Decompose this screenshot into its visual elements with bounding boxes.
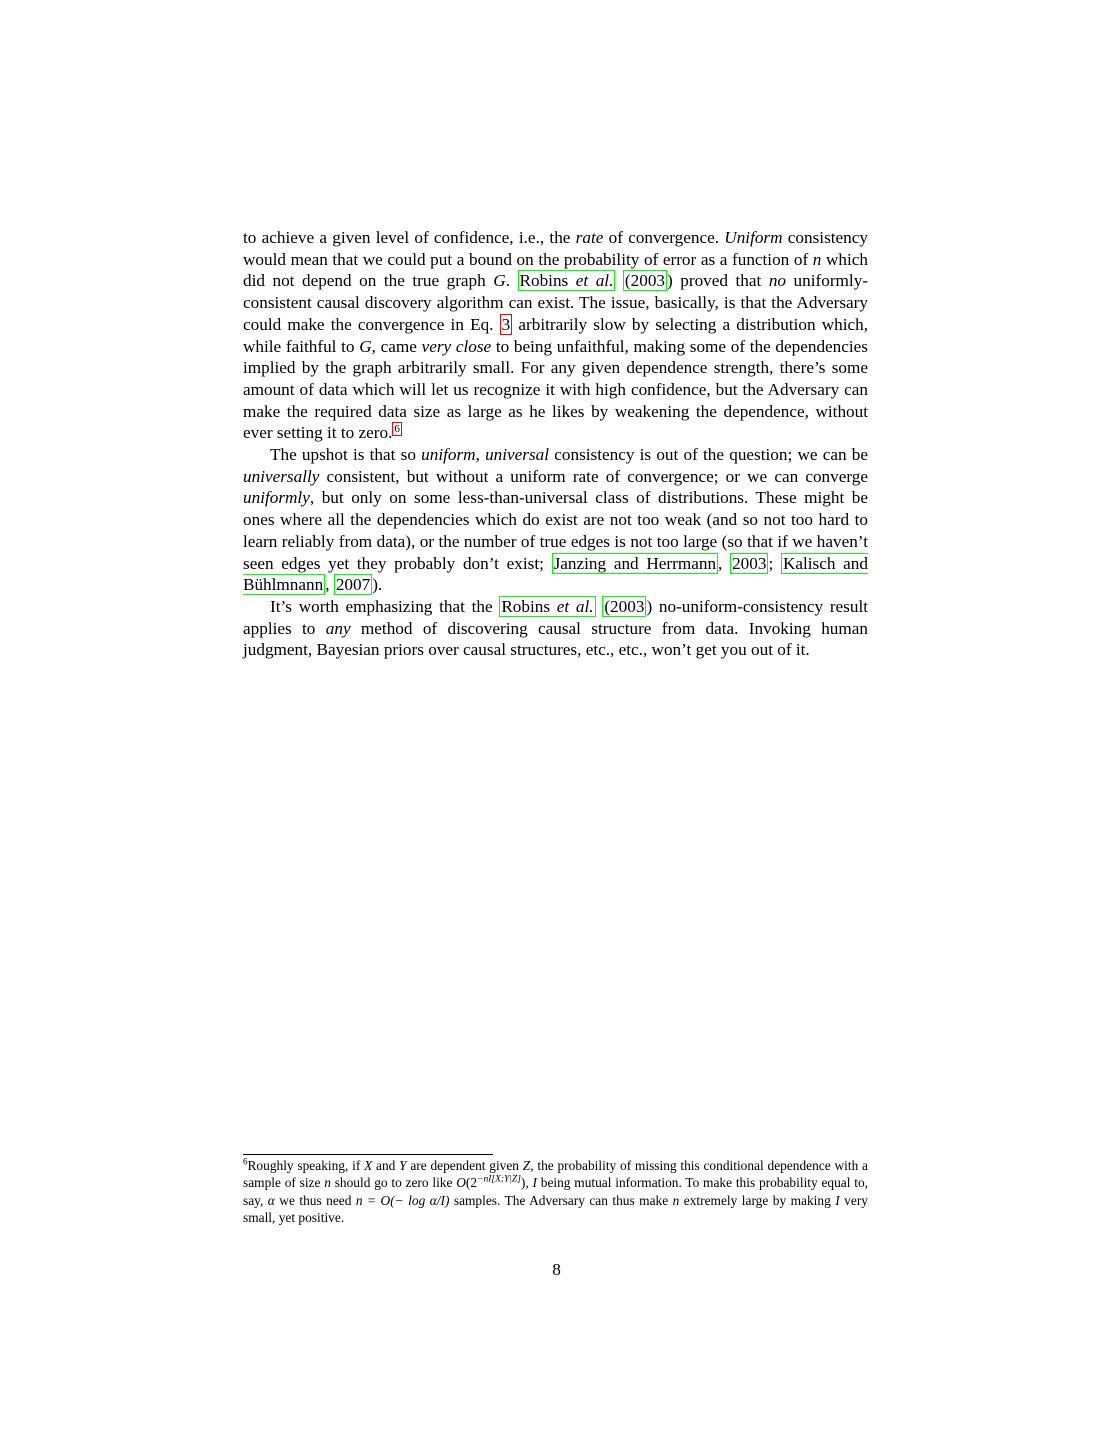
footnote-rule xyxy=(243,1154,493,1155)
emphasis: no xyxy=(768,271,787,291)
text: , came xyxy=(371,336,422,356)
math-var: I xyxy=(835,1192,840,1208)
citation-author: Robins xyxy=(519,271,576,291)
math-var: Z xyxy=(522,1158,531,1173)
text: being mutual information. To make this probability equal to, say, xyxy=(243,1175,869,1208)
emphasis: universal xyxy=(485,445,550,465)
math-var: X xyxy=(364,1158,373,1173)
citation-year-link[interactable]: (2003 xyxy=(624,271,666,291)
emphasis: uniform xyxy=(421,445,476,465)
text: consistent, but without a uniform rate of convergence; or we can converge xyxy=(319,466,868,486)
text: are dependent given xyxy=(406,1158,523,1173)
text: consistency would mean that we could put a bound on the probability of error as a function of xyxy=(243,228,868,269)
citation-link-robins[interactable] xyxy=(499,596,595,617)
emphasis: uniformly xyxy=(243,488,310,508)
text: of convergence. xyxy=(603,228,725,247)
citation-year-link[interactable]: 2007 xyxy=(335,575,371,595)
emphasis: very close xyxy=(421,336,492,356)
text: consistency is out of the question; we can be xyxy=(549,445,868,465)
text: to achieve a given level of confidence, i.e., the xyxy=(243,228,576,247)
text: ). xyxy=(372,575,383,595)
text: method of discovering causal structure from data. Invoking human judgment, Bayesian priors over causal structures, etc., etc., won’t get you out of it. xyxy=(243,618,868,660)
emphasis: Uniform xyxy=(724,228,783,247)
text: . xyxy=(505,271,518,291)
text: ) proved that xyxy=(667,271,769,291)
paragraph-1 xyxy=(243,227,868,444)
math-expr: n = O(− log α/I) xyxy=(355,1192,450,1208)
text: , xyxy=(475,445,486,465)
math-var: G xyxy=(493,271,506,291)
citation-link-janzing[interactable]: Janzing and Herrmann xyxy=(553,553,717,573)
text: to being unfaithful, making some of the dependencies implied by the graph arbitrarily small. For any given dependence strength, there’s some amount of data which will let us recognize it with high confidence, but the Adversary can make the required data size as large as he likes by weakening the dependence, without ever setting it to zero. xyxy=(243,336,868,443)
emphasis: rate xyxy=(575,228,604,247)
math-exponent: −nI[X;Y|Z] xyxy=(477,1174,521,1185)
text: Roughly speaking, if xyxy=(247,1158,365,1173)
footnote-mark: 6 xyxy=(243,1156,248,1167)
citation-year-link[interactable]: (2003 xyxy=(604,596,645,616)
paragraph-3 xyxy=(243,596,868,661)
footnote-ref-link[interactable]: 6 xyxy=(394,422,400,435)
text: It’s worth emphasizing that the xyxy=(270,596,500,616)
math-var: I xyxy=(532,1175,537,1191)
text: and xyxy=(372,1158,400,1173)
text: we thus need xyxy=(274,1192,356,1208)
math-expr: (2 xyxy=(465,1175,478,1191)
math-var: α xyxy=(267,1192,275,1208)
text: very small, yet positive. xyxy=(243,1192,868,1226)
text: should go to zero like xyxy=(330,1175,457,1191)
citation-link-kalisch[interactable]: Kalisch and Bühlmnann xyxy=(243,553,868,595)
text: , xyxy=(718,553,731,573)
math-expr: O xyxy=(456,1175,466,1191)
body-text xyxy=(243,227,868,661)
footnote-6 xyxy=(243,1157,868,1227)
text: arbitrarily slow by selecting a distribution which, while faithful to xyxy=(243,314,868,356)
text: , xyxy=(325,575,334,595)
text: extremely large by making xyxy=(679,1192,836,1208)
paragraph-2 xyxy=(243,444,868,596)
text: ; xyxy=(768,553,781,573)
math-var: G xyxy=(359,336,372,356)
citation-etal: et al. xyxy=(556,596,594,616)
text: uniformly-consistent causal discovery algorithm can exist. The issue, basically, is that the Adversary could make the convergence in Eq. xyxy=(243,271,869,334)
equation-ref-link[interactable]: 3 xyxy=(501,314,511,334)
math-expr: ), xyxy=(520,1175,533,1191)
text: which did not depend on the true graph xyxy=(243,249,868,291)
text: samples. The Adversary can thus make xyxy=(449,1192,673,1208)
text: ) no-uniform-consistency result applies to xyxy=(243,596,868,638)
citation-year-link[interactable]: 2003 xyxy=(732,553,767,573)
citation-author: Robins xyxy=(501,596,557,616)
math-var: n xyxy=(812,249,822,269)
math-var: Y xyxy=(399,1158,407,1173)
math-var: n xyxy=(324,1175,331,1191)
math-var: n xyxy=(672,1192,680,1208)
citation-link-robins[interactable] xyxy=(518,270,616,291)
text: , the probability of missing this conditional dependence with a sample of size xyxy=(243,1158,868,1191)
page-number: 8 xyxy=(552,1260,561,1279)
text: , but only on some less-than-universal class of distributions. These might be ones where all the dependencies which do exist are not too weak (and so not too hard to learn reliably from data), or the number of true edges is not too large (so that if we haven’t seen edges yet they probably don’t exist; xyxy=(243,488,868,573)
emphasis: any xyxy=(325,618,351,638)
citation-etal: et al. xyxy=(575,271,614,291)
text: The upshot is that so xyxy=(270,445,422,465)
emphasis: universally xyxy=(243,466,320,486)
